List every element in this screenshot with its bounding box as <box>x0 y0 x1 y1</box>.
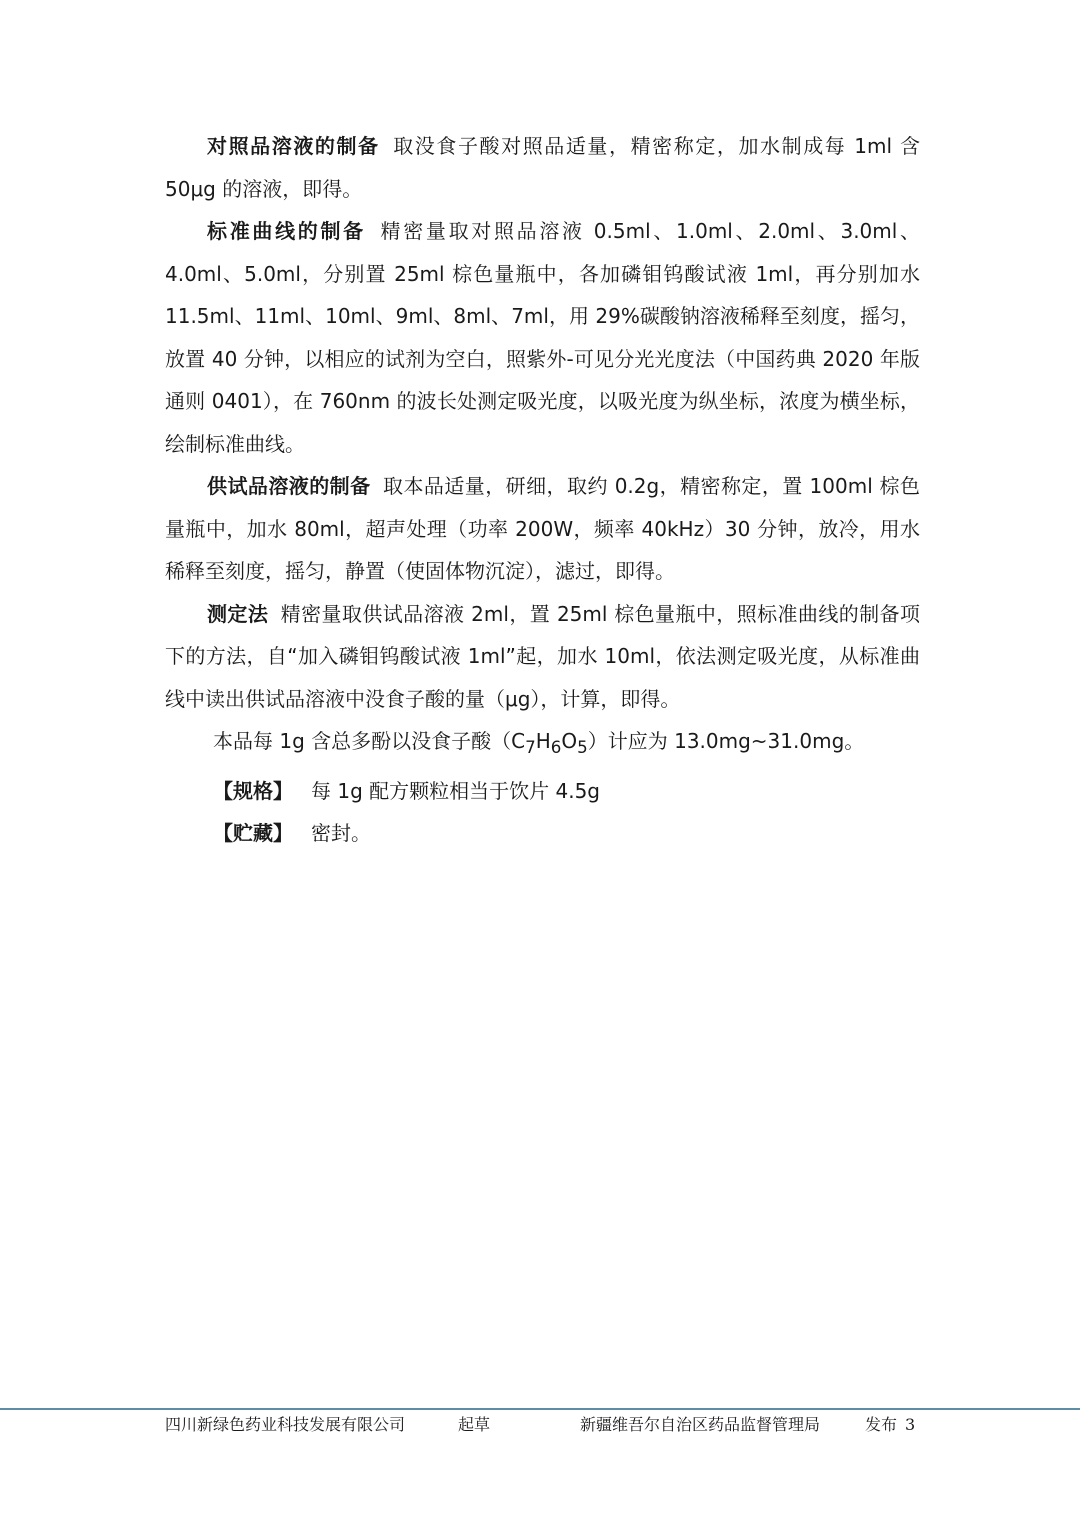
paragraph-text: 精密量取对照品溶液 0.5ml、1.0ml、2.0ml、3.0ml、4.0ml、5.0ml，分别置 25ml 棕色量瓶中，各加磷钼钨酸试液 1ml，再分别加水 11.5ml、11ml、10ml、9ml、8ml、7ml，用 29%碳酸钠溶液稀释至刻度，摇匀，放置 40 分钟，以相应的试剂为空白，照紫外-可见分光光度法（中国药典 2020 年版通则 0401），在 760nm 的波长处测定吸光度，以吸光度为纵坐标，浓度为横坐标，绘制标准曲线。 <box>165 219 921 456</box>
footer-drafter: 四川新绿色药业科技发展有限公司 <box>165 1415 406 1434</box>
subscript-5: 5 <box>577 738 588 757</box>
section-heading: 供试品溶液的制备 <box>207 474 371 498</box>
reference-solution-paragraph <box>165 125 920 210</box>
footer-divider <box>0 1408 1080 1410</box>
section-heading: 对照品溶液的制备 <box>207 134 380 158</box>
section-heading: 标准曲线的制备 <box>207 219 366 243</box>
standard-curve-paragraph <box>165 210 920 465</box>
paragraph-text: 取本品适量，研细，取约 0.2g，精密称定，置 100ml 棕色量瓶中，加水 80ml，超声处理（功率 200W，频率 40kHz）30 分钟，放冷，用水稀释至刻度，摇匀，静置（使固体物沉淀），滤过，即得。 <box>165 474 921 583</box>
subscript-6: 6 <box>550 738 562 757</box>
specification-label: 【规格】 <box>213 778 293 803</box>
storage-value: 密封。 <box>311 821 371 845</box>
content-limit-paragraph: 本品每 1g 含总多酚以没食子酸$(C_7H_6O_5)$计应为 13.0mg~31.0mg。 <box>213 729 865 757</box>
page-number: 3 <box>905 1415 916 1434</box>
test-solution-paragraph <box>165 465 920 593</box>
storage-line <box>165 812 920 855</box>
assay-method-paragraph <box>165 593 920 721</box>
specification-line <box>165 770 920 813</box>
paragraph-text: 取没食子酸对照品适量，精密称定，加水制成每 1ml 含 50μg 的溶液，即得。 <box>165 134 921 201</box>
storage-label: 【贮藏】 <box>213 821 293 845</box>
footer-published-label: 发布 <box>865 1415 898 1434</box>
footer-drafted-label: 起草 <box>458 1415 491 1434</box>
paragraph-text: 精密量取供试品溶液 2ml，置 25ml 棕色量瓶中，照标准曲线的制备项下的方法，自“加入磷钼钨酸试液 1ml”起，加水 10ml，依法测定吸光度，从标准曲线中读出供试品溶液中没食子酸的量（μg），计算，即得。 <box>165 601 921 711</box>
footer-publisher: 新疆维吾尔自治区药品监督管理局 <box>580 1415 821 1434</box>
specification-value: 每 1g 配方颗粒相当于饮片 4.5g <box>311 778 600 803</box>
section-heading: 测定法 <box>207 601 269 626</box>
subscript-7: 7 <box>525 738 536 757</box>
document-content <box>165 125 920 855</box>
